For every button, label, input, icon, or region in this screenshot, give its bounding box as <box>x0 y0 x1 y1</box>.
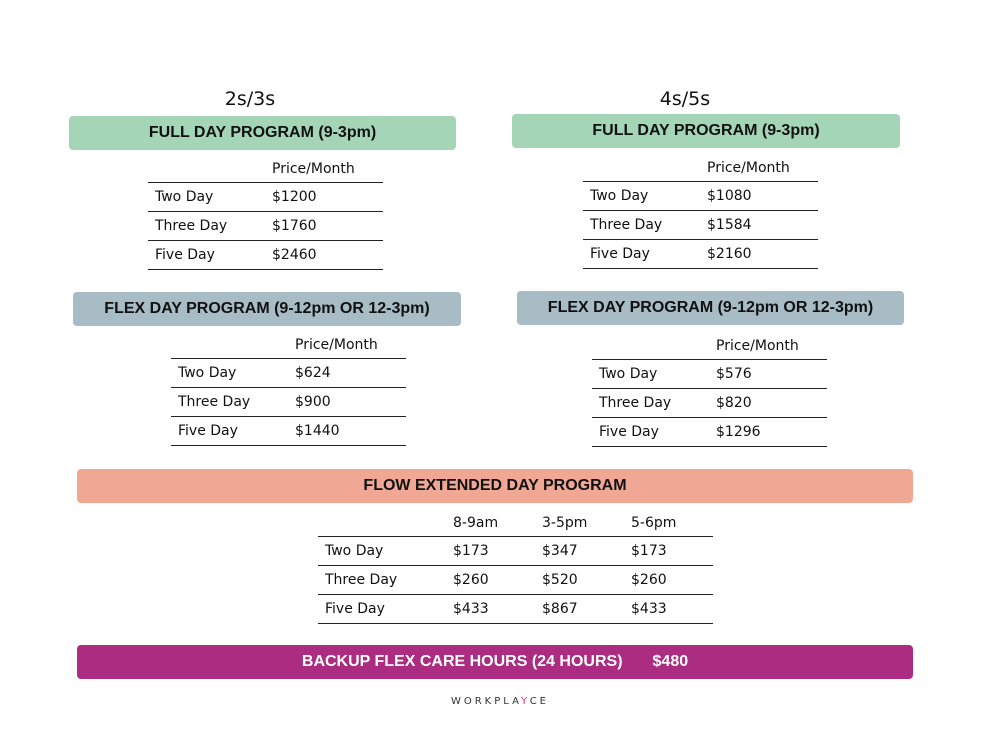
flex-day-table-left <box>171 332 406 446</box>
row-label: Five Day <box>171 417 288 446</box>
table-row <box>583 182 818 211</box>
row-price: $433 <box>446 595 535 624</box>
logo-text-end: CE <box>529 696 550 707</box>
row-price: $867 <box>535 595 624 624</box>
table-row <box>592 360 827 389</box>
row-price: $347 <box>535 537 624 566</box>
row-label: Two Day <box>583 182 700 211</box>
flex-day-banner-left <box>73 292 461 326</box>
header-spacer <box>171 332 288 359</box>
time-header: 3-5pm <box>535 510 624 537</box>
logo-text-accent: Y <box>521 696 530 707</box>
price-month-header: Price/Month <box>700 155 818 182</box>
price-month-header: Price/Month <box>265 156 383 183</box>
table-row <box>171 417 406 446</box>
full-day-banner-right <box>512 114 900 148</box>
row-price: $1760 <box>265 212 383 241</box>
table-row <box>318 537 713 566</box>
row-price: $520 <box>535 566 624 595</box>
header-spacer <box>583 155 700 182</box>
row-label: Two Day <box>318 537 446 566</box>
time-header: 8-9am <box>446 510 535 537</box>
backup-title: BACKUP FLEX CARE HOURS (24 HOURS) <box>301 653 623 670</box>
row-label: Five Day <box>592 418 709 447</box>
row-label: Five Day <box>148 241 265 270</box>
row-price: $624 <box>288 359 406 388</box>
price-month-header: Price/Month <box>288 332 406 359</box>
row-price: $260 <box>624 566 713 595</box>
flow-extended-table <box>318 510 713 624</box>
row-price: $260 <box>446 566 535 595</box>
table-row <box>583 211 818 240</box>
row-price: $1200 <box>265 183 383 212</box>
row-label: Three Day <box>583 211 700 240</box>
full-day-table-left <box>148 156 383 270</box>
row-price: $576 <box>709 360 827 389</box>
row-price: $900 <box>288 388 406 417</box>
flow-extended-title: FLOW EXTENDED DAY PROGRAM <box>363 477 627 494</box>
row-label: Two Day <box>592 360 709 389</box>
row-price: $1440 <box>288 417 406 446</box>
flex-day-title-left: FLEX DAY PROGRAM (9-12pm OR 12-3pm) <box>104 300 430 317</box>
full-day-table-right <box>583 155 818 269</box>
row-price: $1584 <box>700 211 818 240</box>
table-row <box>592 418 827 447</box>
row-label: Three Day <box>592 389 709 418</box>
row-price: $2160 <box>700 240 818 269</box>
table-row <box>148 241 383 270</box>
row-price: $820 <box>709 389 827 418</box>
table-row <box>592 389 827 418</box>
row-price: $433 <box>624 595 713 624</box>
age-label-right: 4s/5s <box>659 88 711 110</box>
row-price: $173 <box>446 537 535 566</box>
header-spacer <box>318 510 446 537</box>
table-row <box>148 212 383 241</box>
full-day-banner-left <box>69 116 456 150</box>
row-label: Two Day <box>171 359 288 388</box>
header-spacer <box>592 333 709 360</box>
table-row <box>583 240 818 269</box>
backup-flex-care-banner <box>77 645 913 679</box>
age-label-left: 2s/3s <box>224 88 276 110</box>
price-month-header: Price/Month <box>709 333 827 360</box>
row-price: $173 <box>624 537 713 566</box>
row-label: Five Day <box>318 595 446 624</box>
row-price: $1296 <box>709 418 827 447</box>
flex-day-title-right: FLEX DAY PROGRAM (9-12pm OR 12-3pm) <box>547 299 874 316</box>
workplayce-logo <box>400 696 600 707</box>
row-price: $1080 <box>700 182 818 211</box>
row-label: Two Day <box>148 183 265 212</box>
backup-price: $480 <box>652 653 689 670</box>
full-day-title-right: FULL DAY PROGRAM (9-3pm) <box>592 122 820 139</box>
table-row <box>171 388 406 417</box>
row-label: Three Day <box>171 388 288 417</box>
flow-extended-banner <box>77 469 913 503</box>
row-label: Three Day <box>318 566 446 595</box>
time-header: 5-6pm <box>624 510 713 537</box>
table-row <box>318 595 713 624</box>
row-label: Five Day <box>583 240 700 269</box>
row-price: $2460 <box>265 241 383 270</box>
header-spacer <box>148 156 265 183</box>
table-row <box>148 183 383 212</box>
full-day-title-left: FULL DAY PROGRAM (9-3pm) <box>148 124 377 141</box>
logo-text-start: WORKPLA <box>450 696 522 707</box>
table-row <box>318 566 713 595</box>
row-label: Three Day <box>148 212 265 241</box>
flex-day-table-right <box>592 333 827 447</box>
flex-day-banner-right <box>517 291 904 325</box>
table-row <box>171 359 406 388</box>
